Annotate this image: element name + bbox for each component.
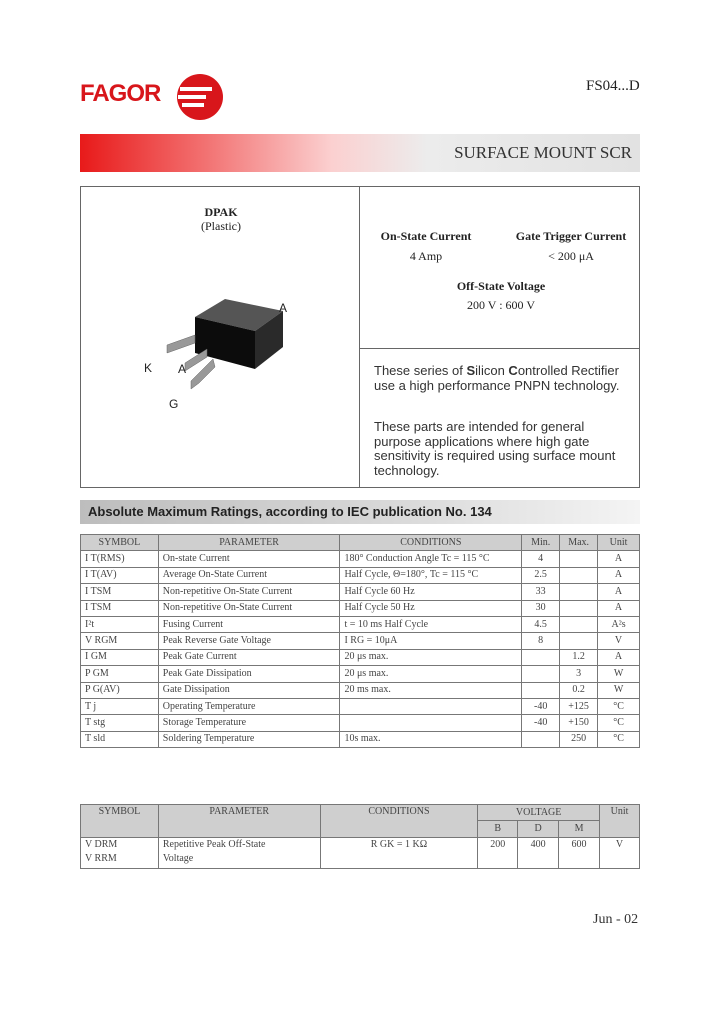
cell-parameter: Non-repetitive On-State Current xyxy=(158,584,340,600)
voltage-condition: R GK = 1 KΩ xyxy=(320,837,478,868)
page-title: SURFACE MOUNT SCR xyxy=(454,143,632,162)
cell-symbol: I²t xyxy=(81,616,159,632)
voltage-subheader-d: D xyxy=(518,821,559,837)
header-unit: Unit xyxy=(598,535,640,551)
cell-parameter: Peak Gate Current xyxy=(158,649,340,665)
cell-unit: A xyxy=(598,649,640,665)
voltage-parameter-line-1: Repetitive Peak Off-State xyxy=(162,838,266,850)
voltage-symbol-vrrm: V RRM xyxy=(85,852,117,864)
cell-unit: °C xyxy=(598,698,640,714)
cell-parameter: Operating Temperature xyxy=(158,698,340,714)
on-state-label: On-State Current xyxy=(380,229,472,243)
cell-min xyxy=(522,649,560,665)
cell-unit: °C xyxy=(598,731,640,747)
header-conditions: CONDITIONS xyxy=(340,535,522,551)
cell-max xyxy=(560,584,598,600)
document-code: FS04...D xyxy=(586,78,640,94)
summary-box xyxy=(80,186,640,488)
cell-parameter: Non-repetitive On-State Current xyxy=(158,600,340,616)
gate-trigger-value: < 200 μA xyxy=(548,249,594,263)
voltage-header-voltage: VOLTAGE xyxy=(478,805,600,821)
cell-parameter: Soldering Temperature xyxy=(158,731,340,747)
cell-conditions: I RG = 10μA xyxy=(340,633,522,649)
off-state-value: 200 V : 600 V xyxy=(466,298,535,312)
voltage-unit: V xyxy=(600,837,640,868)
cell-unit: A xyxy=(598,584,640,600)
voltage-table xyxy=(80,804,640,869)
cell-min: -40 xyxy=(522,698,560,714)
cell-parameter: Average On-State Current xyxy=(158,567,340,583)
cell-conditions: 20 μs max. xyxy=(340,649,522,665)
table-row xyxy=(81,616,640,632)
cell-conditions: Half Cycle 50 Hz xyxy=(340,600,522,616)
cell-min xyxy=(522,731,560,747)
table-row xyxy=(81,551,640,567)
cell-min: -40 xyxy=(522,715,560,731)
pin-label-gate: G xyxy=(169,397,179,411)
cell-unit: W xyxy=(598,666,640,682)
voltage-symbol-vdrm: V DRM xyxy=(85,838,118,850)
cell-conditions: 10s max. xyxy=(340,731,522,747)
cell-parameter: Peak Gate Dissipation xyxy=(158,666,340,682)
on-state-value: 4 Amp xyxy=(409,249,443,263)
cell-conditions: Half Cycle, Θ=180°, Tc = 115 °C xyxy=(340,567,522,583)
cell-unit: A xyxy=(598,600,640,616)
cell-min: 30 xyxy=(522,600,560,616)
cell-min: 4 xyxy=(522,551,560,567)
voltage-subheader-m: M xyxy=(559,821,600,837)
cell-unit: V xyxy=(598,633,640,649)
voltage-subheader-b: B xyxy=(478,821,518,837)
cell-conditions: Half Cycle 60 Hz xyxy=(340,584,522,600)
voltage-header-unit: Unit xyxy=(600,805,640,838)
brand-logo-text: FAGOR xyxy=(80,80,161,107)
package-material: (Plastic) xyxy=(201,219,241,233)
description-paragraph-2: These parts are intended for general purpose applications where high gate sensitivity is required using surface mount technology. xyxy=(374,419,616,478)
cell-parameter: Peak Reverse Gate Voltage xyxy=(158,633,340,649)
cell-conditions: 20 ms max. xyxy=(340,682,522,698)
voltage-header-symbol: SYMBOL xyxy=(81,805,159,838)
cell-max xyxy=(560,567,598,583)
cell-symbol: P G(AV) xyxy=(81,682,159,698)
cell-parameter: Gate Dissipation xyxy=(158,682,340,698)
divider-horizontal xyxy=(359,348,639,349)
voltage-header-parameter: PARAMETER xyxy=(158,805,320,838)
divider-vertical xyxy=(359,187,360,487)
header-parameter: PARAMETER xyxy=(158,535,340,551)
voltage-value-b: 200 xyxy=(478,837,518,868)
voltage-symbol-cell xyxy=(81,837,159,868)
cell-max xyxy=(560,600,598,616)
header-symbol: SYMBOL xyxy=(81,535,159,551)
cell-symbol: P GM xyxy=(81,666,159,682)
cell-symbol: T j xyxy=(81,698,159,714)
cell-symbol: I GM xyxy=(81,649,159,665)
voltage-value-m: 600 xyxy=(559,837,600,868)
cell-symbol: I TSM xyxy=(81,584,159,600)
pin-label-anode: A xyxy=(178,362,187,376)
table-row xyxy=(81,698,640,714)
cell-unit: °C xyxy=(598,715,640,731)
voltage-parameter-cell xyxy=(158,837,320,868)
table-row xyxy=(81,731,640,747)
cell-max: 1.2 xyxy=(560,649,598,665)
header-max: Max. xyxy=(560,535,598,551)
gate-trigger-label: Gate Trigger Current xyxy=(515,229,627,243)
cell-min: 8 xyxy=(522,633,560,649)
table-row xyxy=(81,600,640,616)
pin-label-anode-tab: A xyxy=(279,301,288,315)
title-band xyxy=(80,134,640,172)
table-row xyxy=(81,649,640,665)
cell-max: 250 xyxy=(560,731,598,747)
ratings-title: Absolute Maximum Ratings, according to IEC publication No. 134 xyxy=(88,504,492,519)
header-min: Min. xyxy=(522,535,560,551)
cell-parameter: Fusing Current xyxy=(158,616,340,632)
cell-max xyxy=(560,633,598,649)
cell-unit: A²s xyxy=(598,616,640,632)
cell-min: 4.5 xyxy=(522,616,560,632)
ratings-table xyxy=(80,534,640,748)
cell-unit: W xyxy=(598,682,640,698)
cell-min xyxy=(522,682,560,698)
cell-symbol: I T(AV) xyxy=(81,567,159,583)
cell-min: 2.5 xyxy=(522,567,560,583)
off-state-label: Off-State Voltage xyxy=(456,279,546,293)
cell-unit: A xyxy=(598,551,640,567)
table-row xyxy=(81,682,640,698)
cell-conditions xyxy=(340,698,522,714)
cell-symbol: T stg xyxy=(81,715,159,731)
cell-max xyxy=(560,616,598,632)
cell-min: 33 xyxy=(522,584,560,600)
cell-symbol: V RGM xyxy=(81,633,159,649)
voltage-value-d: 400 xyxy=(518,837,559,868)
cell-symbol: I TSM xyxy=(81,600,159,616)
voltage-parameter-line-2: Voltage xyxy=(162,852,194,864)
revision-date: Jun - 02 xyxy=(593,912,639,927)
cell-unit: A xyxy=(598,567,640,583)
cell-max: +150 xyxy=(560,715,598,731)
cell-symbol: I T(RMS) xyxy=(81,551,159,567)
cell-parameter: On-state Current xyxy=(158,551,340,567)
ratings-band xyxy=(80,500,640,524)
dpak-package-image xyxy=(155,297,295,397)
cell-max xyxy=(560,551,598,567)
table-row xyxy=(81,715,640,731)
table-row xyxy=(81,584,640,600)
table-row xyxy=(81,633,640,649)
package-name: DPAK xyxy=(204,205,238,219)
cell-min xyxy=(522,666,560,682)
pin-label-cathode: K xyxy=(144,361,153,375)
cell-conditions xyxy=(340,715,522,731)
description-paragraph-1: These series of Silicon Controlled Rectifier use a high performance PNPN technology. xyxy=(374,363,620,393)
voltage-header-conditions: CONDITIONS xyxy=(320,805,478,838)
cell-max: 3 xyxy=(560,666,598,682)
table-row xyxy=(81,567,640,583)
cell-parameter: Storage Temperature xyxy=(158,715,340,731)
cell-max: +125 xyxy=(560,698,598,714)
table-row xyxy=(81,666,640,682)
cell-conditions: 20 μs max. xyxy=(340,666,522,682)
cell-conditions: 180° Conduction Angle Tc = 115 °C xyxy=(340,551,522,567)
cell-max: 0.2 xyxy=(560,682,598,698)
cell-conditions: t = 10 ms Half Cycle xyxy=(340,616,522,632)
fagor-logo-icon xyxy=(176,73,224,121)
cell-symbol: T sld xyxy=(81,731,159,747)
